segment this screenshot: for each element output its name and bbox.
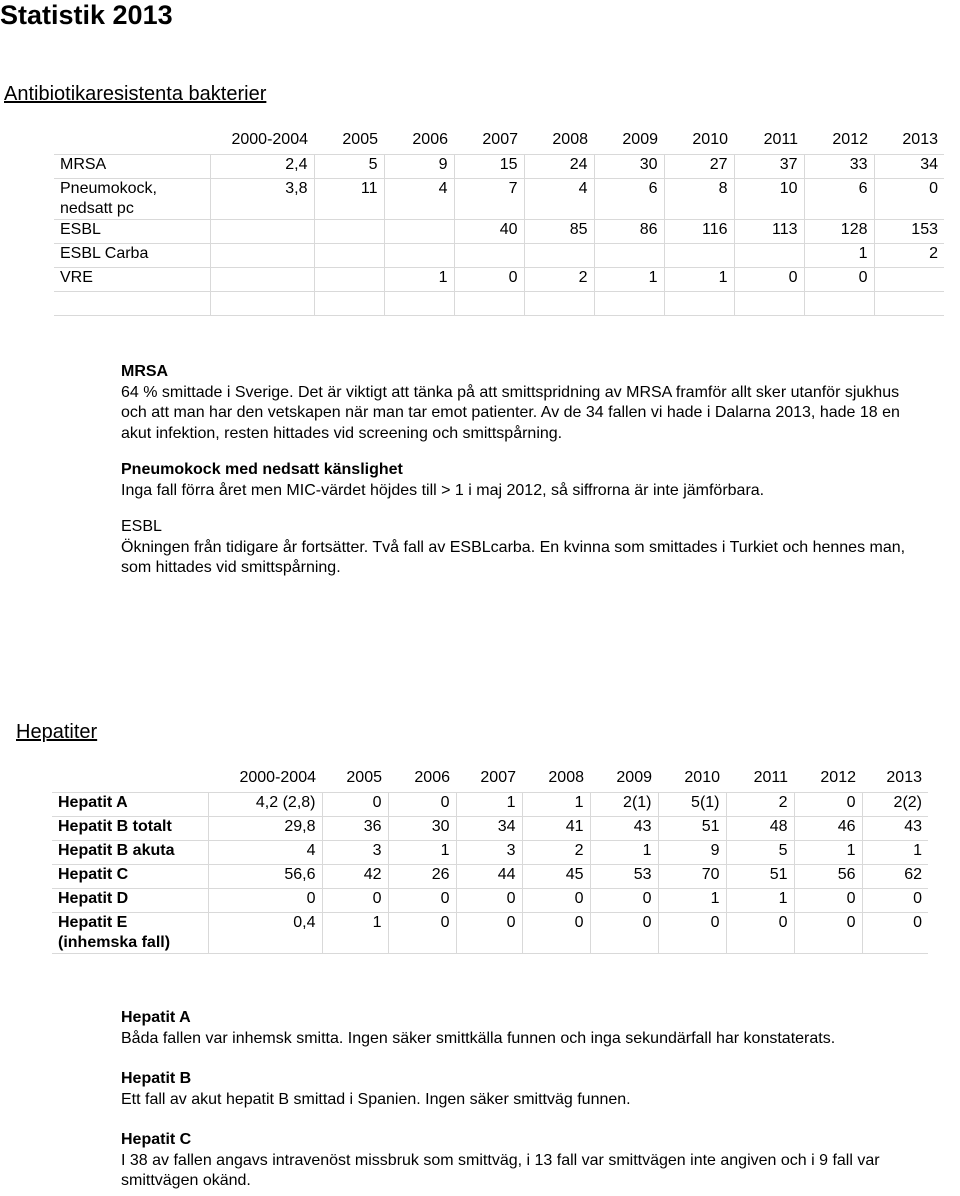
table-cell: 6 bbox=[594, 179, 664, 220]
table-cell: 1 bbox=[384, 268, 454, 292]
table-cell: 70 bbox=[658, 865, 726, 889]
table-row bbox=[52, 913, 928, 954]
table-cell: 2 bbox=[524, 268, 594, 292]
table-cell: 0 bbox=[590, 889, 658, 913]
year-header: 2000-2004 bbox=[231, 131, 308, 148]
year-header: 2011 bbox=[763, 131, 798, 148]
year-header: 2006 bbox=[412, 131, 448, 148]
header-corner bbox=[54, 130, 210, 155]
note-text: I 38 av fallen angavs intravenöst missbruk som smittväg, i 13 fall var smittvägen inte angiven och i 9 fall var smittvägen okänd. bbox=[121, 1151, 880, 1189]
note-text: Inga fall förra året men MIC-värdet höjdes till > 1 i maj 2012, så siffrorna är inte jämförbara. bbox=[121, 481, 765, 499]
row-label: ESBL Carba bbox=[54, 244, 210, 268]
table-cell: 0 bbox=[322, 793, 388, 817]
table-row bbox=[54, 155, 944, 179]
table-cell: 2(2) bbox=[862, 793, 928, 817]
table-cell: 3,8 bbox=[210, 179, 314, 220]
table-cell bbox=[384, 244, 454, 268]
year-header: 2008 bbox=[548, 769, 584, 786]
section-heading-antibiotika: Antibiotikaresistenta bakterier bbox=[4, 83, 267, 105]
table-cell bbox=[594, 244, 664, 268]
table-cell: 44 bbox=[456, 865, 522, 889]
year-header: 2013 bbox=[886, 769, 922, 786]
year-header: 2011 bbox=[753, 769, 788, 786]
note-hepatit-a bbox=[121, 1008, 941, 1049]
table-cell: 45 bbox=[522, 865, 590, 889]
antibiotika-notes bbox=[121, 362, 921, 579]
table-cell: 1 bbox=[594, 268, 664, 292]
table-cell bbox=[210, 292, 314, 316]
table-cell: 0 bbox=[322, 889, 388, 913]
row-label: Hepatit E (inhemska fall) bbox=[52, 913, 208, 954]
table-cell: 2,4 bbox=[210, 155, 314, 179]
table-cell bbox=[314, 268, 384, 292]
header-corner bbox=[52, 768, 208, 793]
table-cell bbox=[384, 220, 454, 244]
table-cell bbox=[210, 220, 314, 244]
table-cell: 24 bbox=[524, 155, 594, 179]
table-cell: 0 bbox=[388, 913, 456, 954]
table-cell: 6 bbox=[804, 179, 874, 220]
note-hepatit-c bbox=[121, 1130, 941, 1192]
year-header: 2007 bbox=[482, 131, 518, 148]
table-cell: 3 bbox=[456, 841, 522, 865]
year-header: 2012 bbox=[820, 769, 856, 786]
table-cell bbox=[384, 292, 454, 316]
table-row bbox=[54, 292, 944, 316]
table-cell: 1 bbox=[726, 889, 794, 913]
table-cell: 2 bbox=[726, 793, 794, 817]
table-cell: 33 bbox=[804, 155, 874, 179]
table-cell: 7 bbox=[454, 179, 524, 220]
table-cell: 1 bbox=[794, 841, 862, 865]
year-header: 2007 bbox=[480, 769, 516, 786]
table-row bbox=[52, 793, 928, 817]
table-cell: 2 bbox=[874, 244, 944, 268]
table-cell bbox=[524, 244, 594, 268]
table-cell: 2(1) bbox=[590, 793, 658, 817]
table-cell: 86 bbox=[594, 220, 664, 244]
table-cell: 29,8 bbox=[208, 817, 322, 841]
table-cell: 62 bbox=[862, 865, 928, 889]
table-cell: 56,6 bbox=[208, 865, 322, 889]
note-heading: ESBL bbox=[121, 518, 162, 535]
table-cell: 5 bbox=[726, 841, 794, 865]
table-cell: 0 bbox=[456, 889, 522, 913]
table-cell: 0 bbox=[456, 913, 522, 954]
table-cell: 0 bbox=[874, 179, 944, 220]
table-cell: 0 bbox=[794, 793, 862, 817]
row-label: Hepatit A bbox=[52, 793, 208, 817]
table-cell bbox=[314, 244, 384, 268]
table-cell: 48 bbox=[726, 817, 794, 841]
row-label: Hepatit D bbox=[52, 889, 208, 913]
table-row bbox=[52, 841, 928, 865]
section-heading-hepatiter: Hepatiter bbox=[16, 721, 98, 743]
note-heading: Hepatit A bbox=[121, 1009, 191, 1026]
note-hepatit-b bbox=[121, 1069, 941, 1110]
table-row bbox=[54, 268, 944, 292]
table-cell: 1 bbox=[522, 793, 590, 817]
page-title: Statistik 2013 bbox=[0, 0, 173, 30]
year-header: 2000-2004 bbox=[239, 769, 316, 786]
table-cell: 0 bbox=[862, 913, 928, 954]
note-heading: Pneumokock med nedsatt känslighet bbox=[121, 461, 403, 478]
table-cell bbox=[874, 292, 944, 316]
table-cell: 5 bbox=[314, 155, 384, 179]
note-text: Ökningen från tidigare år fortsätter. Två fall av ESBLcarba. En kvinna som smittades i Turkiet och hennes man, som hittades vid smittspårning. bbox=[121, 538, 906, 576]
table-cell: 8 bbox=[664, 179, 734, 220]
row-label: MRSA bbox=[54, 155, 210, 179]
table-cell: 1 bbox=[456, 793, 522, 817]
year-header: 2008 bbox=[552, 131, 588, 148]
year-header: 2006 bbox=[414, 769, 450, 786]
table-cell: 42 bbox=[322, 865, 388, 889]
note-pneumokock bbox=[121, 460, 921, 501]
table-cell: 30 bbox=[594, 155, 664, 179]
table-cell: 41 bbox=[522, 817, 590, 841]
table-cell: 1 bbox=[322, 913, 388, 954]
table-cell: 11 bbox=[314, 179, 384, 220]
table-cell: 4 bbox=[524, 179, 594, 220]
table-cell: 0 bbox=[590, 913, 658, 954]
table-row bbox=[52, 889, 928, 913]
table-cell: 46 bbox=[794, 817, 862, 841]
table-cell bbox=[594, 292, 664, 316]
table-cell bbox=[734, 292, 804, 316]
table-cell: 1 bbox=[862, 841, 928, 865]
table-cell: 128 bbox=[804, 220, 874, 244]
year-header: 2009 bbox=[622, 131, 658, 148]
table-cell: 0 bbox=[794, 913, 862, 954]
table-row bbox=[54, 244, 944, 268]
table-row bbox=[52, 865, 928, 889]
table-cell: 0 bbox=[388, 793, 456, 817]
note-heading: Hepatit B bbox=[121, 1070, 192, 1087]
table-cell: 15 bbox=[454, 155, 524, 179]
row-label: Hepatit B akuta bbox=[52, 841, 208, 865]
year-header: 2009 bbox=[616, 769, 652, 786]
table-cell bbox=[314, 220, 384, 244]
table-cell: 153 bbox=[874, 220, 944, 244]
note-mrsa bbox=[121, 362, 921, 444]
table-cell bbox=[734, 244, 804, 268]
table-cell: 0 bbox=[734, 268, 804, 292]
table-cell: 10 bbox=[734, 179, 804, 220]
table-cell: 3 bbox=[322, 841, 388, 865]
note-heading: MRSA bbox=[121, 363, 169, 380]
year-header: 2013 bbox=[902, 131, 938, 148]
year-header: 2010 bbox=[684, 769, 720, 786]
table-cell: 1 bbox=[590, 841, 658, 865]
table-cell: 9 bbox=[658, 841, 726, 865]
table-cell: 56 bbox=[794, 865, 862, 889]
table-cell: 4 bbox=[208, 841, 322, 865]
table-cell: 113 bbox=[734, 220, 804, 244]
table-cell bbox=[664, 292, 734, 316]
table-cell: 0 bbox=[454, 268, 524, 292]
table-cell: 36 bbox=[322, 817, 388, 841]
table-cell: 85 bbox=[524, 220, 594, 244]
year-header: 2005 bbox=[342, 131, 378, 148]
table-cell bbox=[314, 292, 384, 316]
note-esbl bbox=[121, 517, 921, 579]
table-cell bbox=[804, 292, 874, 316]
table-cell: 0 bbox=[794, 889, 862, 913]
hepatiter-table bbox=[52, 768, 928, 954]
table-header-row bbox=[52, 768, 928, 793]
table-cell: 30 bbox=[388, 817, 456, 841]
table-cell: 4,2 (2,8) bbox=[208, 793, 322, 817]
table-cell bbox=[874, 268, 944, 292]
table-cell: 9 bbox=[384, 155, 454, 179]
table-row bbox=[54, 179, 944, 220]
table-cell: 2 bbox=[522, 841, 590, 865]
table-cell: 0 bbox=[208, 889, 322, 913]
table-cell: 0,4 bbox=[208, 913, 322, 954]
table-cell bbox=[210, 244, 314, 268]
note-text: Ett fall av akut hepatit B smittad i Spanien. Ingen säker smittväg funnen. bbox=[121, 1090, 631, 1108]
table-cell bbox=[454, 244, 524, 268]
table-cell: 0 bbox=[522, 889, 590, 913]
table-cell: 0 bbox=[726, 913, 794, 954]
table-cell: 27 bbox=[664, 155, 734, 179]
note-heading: Hepatit C bbox=[121, 1131, 192, 1148]
row-label: VRE bbox=[54, 268, 210, 292]
table-cell: 5(1) bbox=[658, 793, 726, 817]
table-cell: 51 bbox=[658, 817, 726, 841]
table-cell: 53 bbox=[590, 865, 658, 889]
table-cell: 34 bbox=[456, 817, 522, 841]
table-cell bbox=[210, 268, 314, 292]
table-row bbox=[54, 220, 944, 244]
table-cell: 1 bbox=[664, 268, 734, 292]
table-cell: 34 bbox=[874, 155, 944, 179]
table-cell: 116 bbox=[664, 220, 734, 244]
table-cell: 0 bbox=[804, 268, 874, 292]
table-cell bbox=[664, 244, 734, 268]
row-label: Pneumokock, nedsatt pc bbox=[54, 179, 210, 220]
note-text: 64 % smittade i Sverige. Det är viktigt att tänka på att smittspridning av MRSA framför allt sker utanför sjukhus och att man har den vetskapen när man tar emot patienter. Av de 34 fallen vi hade i Dalarna 2013, hade 18 en akut infektion, resten hittades vid screening och smittspårning. bbox=[121, 383, 900, 442]
table-cell: 1 bbox=[804, 244, 874, 268]
note-text: Båda fallen var inhemsk smitta. Ingen säker smittkälla funnen och inga sekundärfall har konstaterats. bbox=[121, 1029, 836, 1047]
table-cell: 51 bbox=[726, 865, 794, 889]
table-cell: 1 bbox=[658, 889, 726, 913]
row-label: Hepatit C bbox=[52, 865, 208, 889]
year-header: 2005 bbox=[346, 769, 382, 786]
table-cell bbox=[454, 292, 524, 316]
hepatiter-notes bbox=[121, 1008, 941, 1192]
row-label: ESBL bbox=[54, 220, 210, 244]
table-cell: 0 bbox=[522, 913, 590, 954]
antibiotika-table bbox=[54, 130, 944, 316]
table-cell: 43 bbox=[862, 817, 928, 841]
table-row bbox=[52, 817, 928, 841]
table-header-row bbox=[54, 130, 944, 155]
row-label: Hepatit B totalt bbox=[52, 817, 208, 841]
table-cell: 1 bbox=[388, 841, 456, 865]
table-cell: 37 bbox=[734, 155, 804, 179]
table-cell: 43 bbox=[590, 817, 658, 841]
table-cell: 4 bbox=[384, 179, 454, 220]
table-cell: 40 bbox=[454, 220, 524, 244]
year-header: 2010 bbox=[692, 131, 728, 148]
table-cell: 0 bbox=[862, 889, 928, 913]
table-cell: 0 bbox=[388, 889, 456, 913]
table-cell: 26 bbox=[388, 865, 456, 889]
year-header: 2012 bbox=[832, 131, 868, 148]
table-cell: 0 bbox=[658, 913, 726, 954]
row-label bbox=[54, 292, 210, 316]
table-cell bbox=[524, 292, 594, 316]
